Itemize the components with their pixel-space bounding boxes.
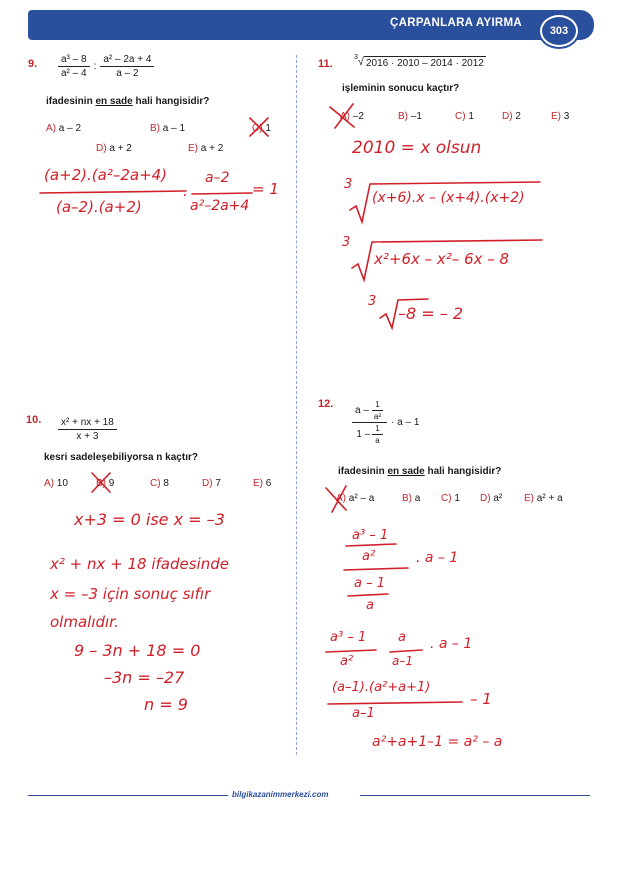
q12-choice-e[interactable]: E) a² + a xyxy=(524,493,563,504)
q10-expression: $\frac{\text{x² + nx + 18}}{x + 3}$ xyxy=(58,412,117,442)
q11-hw-result: –8 = – 2 xyxy=(398,304,464,323)
q12-hw-f2-den: a xyxy=(366,598,374,613)
q10-prompt: kesri sadeleşebiliyorsa n kaçtır? xyxy=(44,452,198,463)
q12-bar-main xyxy=(344,568,408,570)
q11-hw-line1: 2010 = x olsun xyxy=(352,138,482,158)
q9-hw-dot: . xyxy=(183,182,188,200)
q12-choice-d[interactable]: D) a² xyxy=(480,493,503,504)
q9-choice-d[interactable]: D) a + 2 xyxy=(96,143,132,154)
q11-hw-index2: 3 xyxy=(342,235,351,250)
page-number-badge: 303 xyxy=(540,15,578,47)
q10-choice-c[interactable]: C) 8 xyxy=(150,478,169,489)
q10-choice-d[interactable]: D) 7 xyxy=(202,478,221,489)
q12-hw-f1-num: a³ – 1 xyxy=(352,528,389,543)
q12-prompt: ifadesinin en sade hali hangisidir? xyxy=(338,466,502,477)
q12-bar-3 xyxy=(390,650,422,652)
q11-choice-b[interactable]: B) –1 xyxy=(398,111,422,122)
q12-hw-s2-den: a² xyxy=(340,654,354,669)
q12-hw-final: a²+a+1–1 = a² – a xyxy=(372,734,503,750)
footer-rule-right xyxy=(360,795,590,796)
q11-choice-a[interactable]: A) –2 xyxy=(340,111,364,122)
q11-prompt: işleminin sonucu kaçtır? xyxy=(342,83,460,94)
q9-prompt: ifadesinin en sade hali hangisidir? xyxy=(46,96,210,107)
q10-hw-line7: n = 9 xyxy=(144,695,188,714)
q11-hw-index1: 3 xyxy=(344,177,353,192)
q12-hw-s3-den: a–1 xyxy=(392,654,413,668)
question-number: 11. xyxy=(318,58,333,70)
q11-choice-e[interactable]: E) 3 xyxy=(551,111,570,122)
q12-hw-f1-den: a² xyxy=(362,549,376,564)
q9-hw-right-num: a–2 xyxy=(205,170,230,186)
q11-hw-radicand1: (x+6).x – (x+4).(x+2) xyxy=(372,190,525,206)
q12-choice-a[interactable]: A) a² – a xyxy=(336,493,375,504)
q9-hw-result: = 1 xyxy=(252,180,279,198)
question-number: 10. xyxy=(26,414,42,426)
q10-choice-b[interactable]: B) 9 xyxy=(96,478,115,489)
q11-hw-radicand2: x²+6x – x²– 6x – 8 xyxy=(374,250,510,268)
q10-hw-line6: –3n = –27 xyxy=(104,668,185,687)
footer-website[interactable]: bilgikazanimmerkezi.com xyxy=(232,790,329,799)
question-number: 9. xyxy=(28,58,38,70)
q11-expression: 3 √ 2016 · 2010 – 2014 · 2012 xyxy=(354,54,484,69)
section-title: ÇARPANLARA AYIRMA xyxy=(390,17,523,29)
q12-choice-c[interactable]: C) 1 xyxy=(441,493,460,504)
q10-hw-line3: x = –3 için sonuç sıfır xyxy=(50,585,211,603)
q10-choice-e[interactable]: E) 6 xyxy=(253,478,272,489)
q9-fraction-bar-left xyxy=(40,191,186,193)
question-number: 12. xyxy=(318,398,334,410)
q12-bar-1b xyxy=(348,594,388,596)
footer-rule-left xyxy=(28,795,228,796)
q12-hw-tail2: . a – 1 xyxy=(430,636,473,652)
q9-choice-a[interactable]: A) a – 2 xyxy=(46,123,82,134)
q12-bar-2 xyxy=(326,650,376,652)
q10-choice-a[interactable]: A) 10 xyxy=(44,478,68,489)
q9-hw-numerator: (a+2).(a²–2a+4) xyxy=(44,166,168,184)
q12-bar-4 xyxy=(328,702,462,704)
q10-hw-line4: olmalıdır. xyxy=(50,613,119,631)
q12-hw-tail1: . a – 1 xyxy=(416,550,459,566)
q11-choice-c[interactable]: C) 1 xyxy=(455,111,474,122)
q12-hw-s3-num: a xyxy=(398,630,406,645)
q11-choice-d[interactable]: D) 2 xyxy=(502,111,521,122)
q12-hw-s4-num: (a–1).(a²+a+1) xyxy=(332,680,431,695)
q9-choice-b[interactable]: B) a – 1 xyxy=(150,123,186,134)
q9-hw-right-den: a²–2a+4 xyxy=(190,198,250,214)
q12-choice-b[interactable]: B) a xyxy=(402,493,421,504)
q9-expression: $\frac{\text{a³ – 8}}{\text{a² – 4}}$ : $\frac{\text{a² – 2a + 4}}{a - 2}$ xyxy=(58,54,154,79)
q9-choice-c[interactable]: C) 1 xyxy=(252,123,271,134)
q10-hw-line5: 9 – 3n + 18 = 0 xyxy=(74,641,201,660)
q11-hw-index3: 3 xyxy=(368,294,377,309)
q9-fraction-2: $\frac{\text{a² – 2a + 4}}{a - 2}$ xyxy=(100,54,154,79)
q12-hw-tail3: – 1 xyxy=(470,690,492,708)
q9-choice-e[interactable]: E) a + 2 xyxy=(188,143,224,154)
q9-hw-denominator: (a–2).(a+2) xyxy=(56,198,142,216)
q12-hw-s4-den: a–1 xyxy=(352,706,375,721)
q9-fraction-bar-right xyxy=(192,193,252,194)
q12-hw-f2-num: a – 1 xyxy=(354,576,386,591)
q9-fraction-1: $\frac{\text{a³ – 8}}{\text{a² – 4}}$ xyxy=(58,54,90,79)
q10-hw-line1: x+3 = 0 ise x = –3 xyxy=(74,510,225,529)
column-divider xyxy=(296,55,297,755)
q10-hw-line2: x² + nx + 18 ifadesinde xyxy=(50,555,229,573)
q12-bar-1a xyxy=(346,544,396,546)
q12-hw-s2-num: a³ – 1 xyxy=(330,630,367,645)
q12-expression: a – $\frac{1}{\text{a²}}$ 1 – $\frac{1}{a}$ · a – 1 xyxy=(352,400,419,445)
